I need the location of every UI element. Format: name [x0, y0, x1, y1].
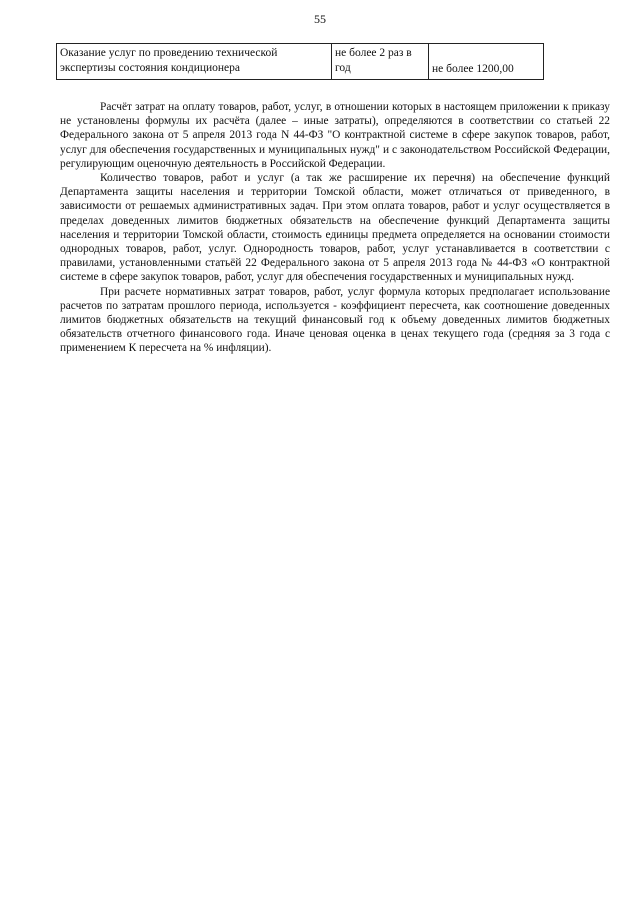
price-cell: не более 1200,00 — [429, 44, 544, 80]
frequency-cell: не более 2 раз в год — [332, 44, 429, 80]
service-cell: Оказание услуг по проведению технической экспертизы состояния кондиционера — [57, 44, 332, 80]
document-body — [60, 100, 610, 356]
services-table — [56, 43, 544, 80]
paragraph-quantity: Количество товаров, работ и услуг (а так же расширение их перечня) на обеспечение функций Департамента защиты населения и территории Томской области, может отличаться от приведенного, в зависимости от решаемых административных задач. При этом оплата товаров, работ и услуг осуществляется в пределах доведенных лимитов бюджетных обязательств на обеспечение функций Департамента защиты населения и территории Томской области, стоимость единицы предмета определяется на основании стоимости однородных товаров, работ, услуг. Однородность товаров, работ, услуг устанавливается в соответствии с правилами, установленными статьёй 22 Федерального закона от 5 апреля 2013 года № 44-ФЗ «О контрактной системе в сфере закупок товаров, работ, услуг для обеспечения государственных и муниципальных нужд. — [60, 172, 610, 284]
table-row — [57, 44, 544, 80]
paragraph-cost-calculation: Расчёт затрат на оплату товаров, работ, услуг, в отношении которых в настоящем приложении к приказу не установлены формулы их расчёта (далее – иные затраты), определяются в соответствии со статьей 22 Федерального закона от 5 апреля 2013 года N 44-ФЗ "О контрактной системе в сфере закупок товаров, работ, услуг для обеспечения государственных и муниципальных нужд" и с законодательством Российской Федерации, регулирующим оценочную деятельность в Российской Федерации. — [60, 101, 610, 170]
page-number: 55 — [314, 12, 326, 26]
paragraph-coefficient: При расчете нормативных затрат товаров, работ, услуг формула которых предполагает использование расчетов по затратам прошлого периода, используется - коэффициент пересчета, как соотношение доведенных лимитов бюджетных обязательств на текущий финансовый год к объему доведенных лимитов бюджетных обязательств отчетного финансового года. Иначе ценовая оценка в ценах текущего года (средняя за 3 года с применением К пересчета на % инфляции). — [60, 285, 610, 355]
